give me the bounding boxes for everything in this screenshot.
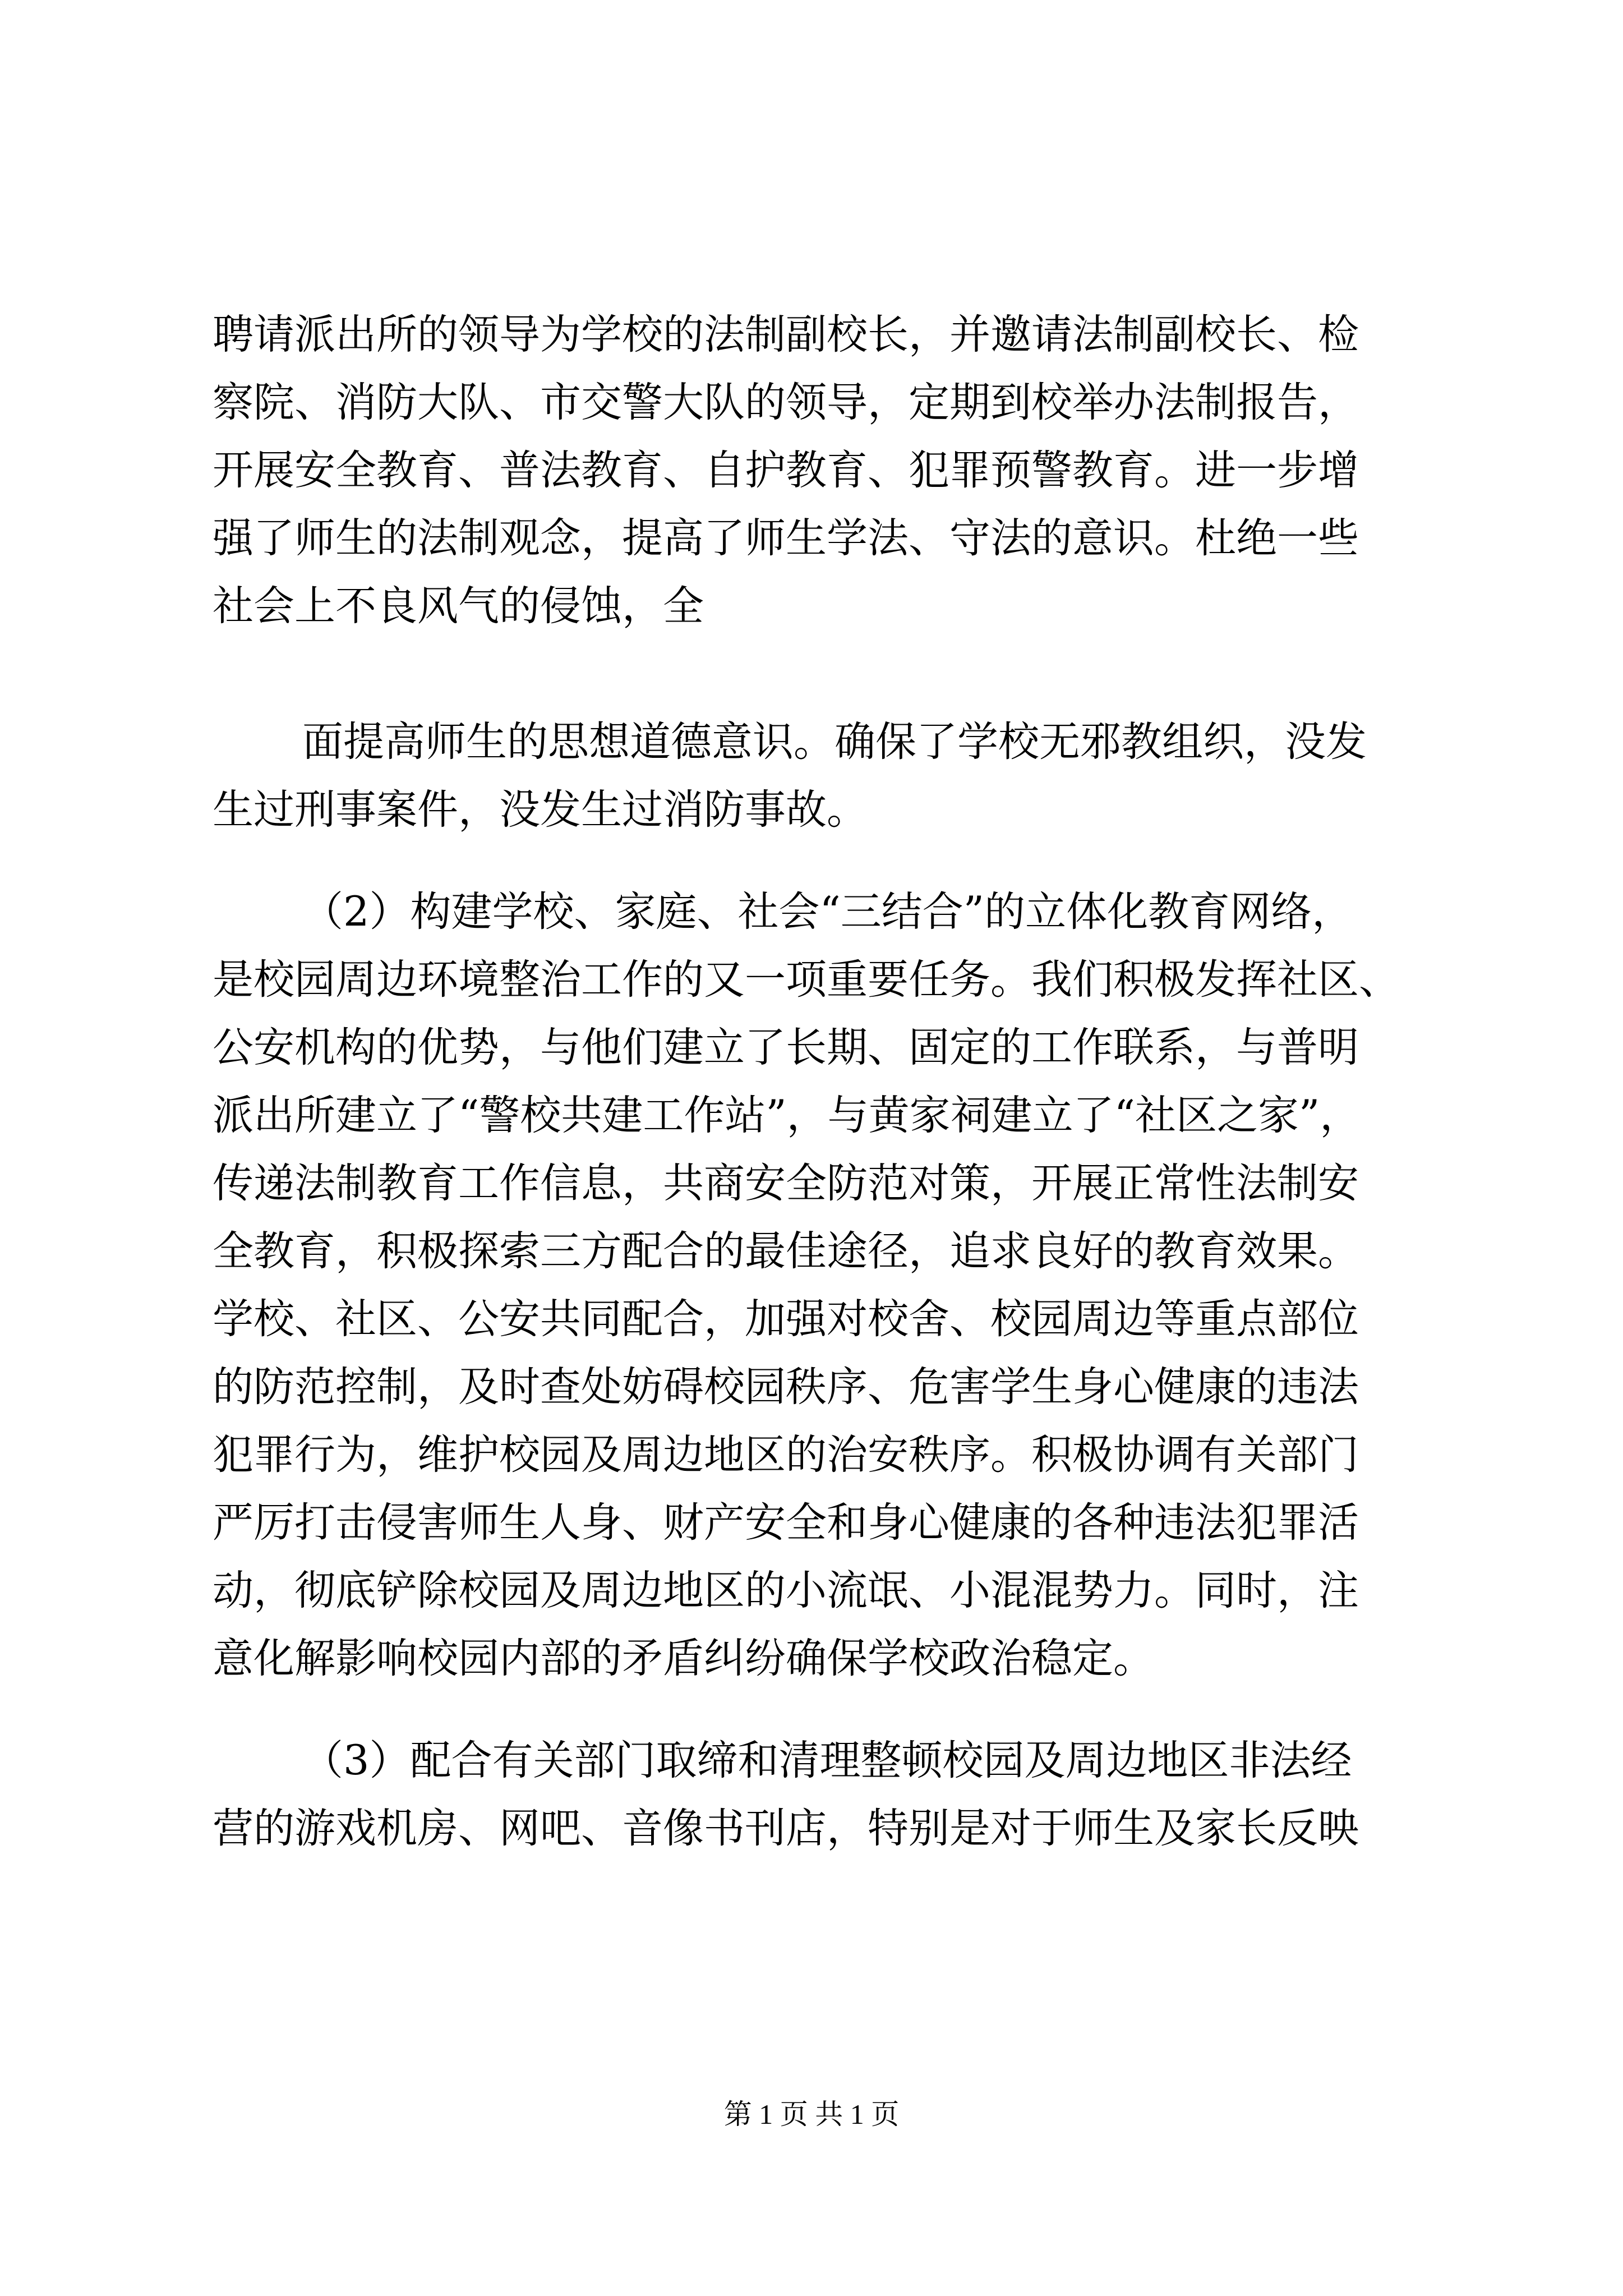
body-text-line: 传递法制教育工作信息，共商安全防范对策，开展正常性法制安 <box>213 1159 1359 1207</box>
body-text-line: 开展安全教育、普法教育、自护教育、犯罪预警教育。进一步增 <box>213 447 1359 494</box>
body-text-line: 派出所建立了“警校共建工作站”，与黄家祠建立了“社区之家”， <box>213 1092 1361 1139</box>
paragraph-first-line: 面提高师生的思想道德意识。确保了学校无邪教组织，没发 <box>302 718 1367 766</box>
paragraph-first-line: （3）配合有关部门取缔和清理整顿校园及周边地区非法经 <box>302 1737 1352 1784</box>
body-text-line: 生过刑事案件，没发生过消防事故。 <box>213 786 868 834</box>
body-text-line: 的防范控制，及时查处妨碍校园秩序、危害学生身心健康的违法 <box>213 1363 1359 1411</box>
body-text-line: 社会上不良风气的侵蚀，全 <box>213 582 704 630</box>
body-text-line: 察院、消防大队、市交警大队的领导，定期到校举办法制报告， <box>213 379 1359 426</box>
body-text-line: 公安机构的优势，与他们建立了长期、固定的工作联系，与普明 <box>213 1024 1359 1071</box>
body-text-line: 动，彻底铲除校园及周边地区的小流氓、小混混势力。同时，注 <box>213 1567 1359 1614</box>
paragraph-first-line: （2）构建学校、家庭、社会“三结合”的立体化教育网络， <box>302 888 1353 936</box>
body-text-line: 意化解影响校园内部的矛盾纠纷确保学校政治稳定。 <box>213 1635 1154 1682</box>
body-text-line: 犯罪行为，维护校园及周边地区的治安秩序。积极协调有关部门 <box>213 1431 1359 1479</box>
body-text-line: 聘请派出所的领导为学校的法制副校长，并邀请法制副校长、检 <box>213 311 1359 358</box>
body-text-line: 强了师生的法制观念，提高了师生学法、守法的意识。杜绝一些 <box>213 514 1359 562</box>
body-text-line: 营的游戏机房、网吧、音像书刊店，特别是对于师生及家长反映 <box>213 1805 1359 1852</box>
body-text-line: 全教育，积极探索三方配合的最佳途径，追求良好的教育效果。 <box>213 1227 1359 1275</box>
page-number-footer: 第 1 页 共 1 页 <box>723 2099 900 2130</box>
body-text-line: 严厉打击侵害师生人身、财产安全和身心健康的各种违法犯罪活 <box>213 1499 1359 1547</box>
body-text-line: 是校园周边环境整治工作的又一项重要任务。我们积极发挥社区、 <box>213 956 1400 1004</box>
body-text-line: 学校、社区、公安共同配合，加强对校舍、校园周边等重点部位 <box>213 1295 1359 1343</box>
